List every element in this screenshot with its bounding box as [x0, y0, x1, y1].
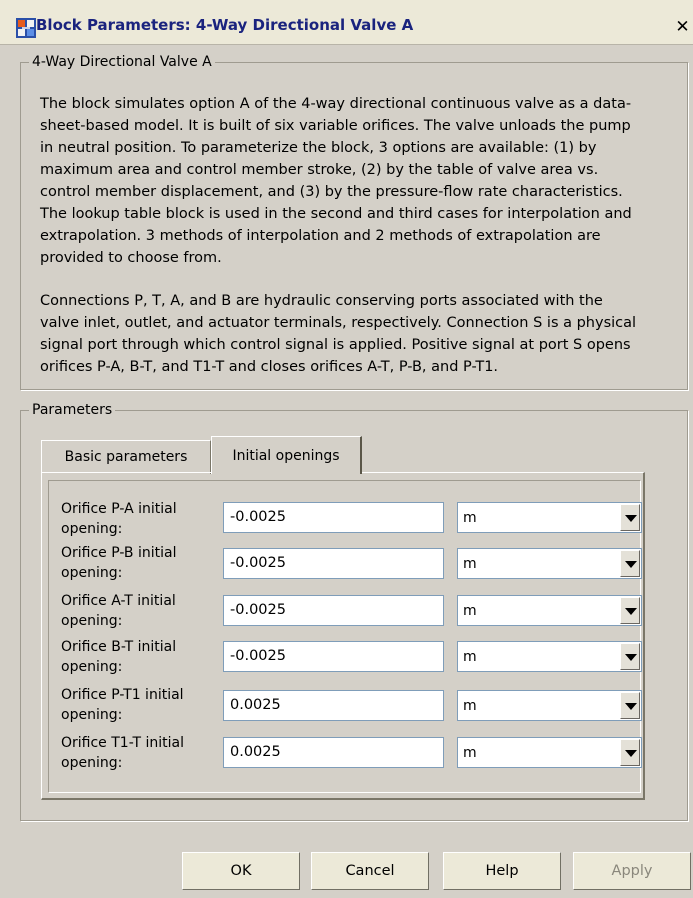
dropdown-arrow-icon[interactable] — [620, 597, 640, 624]
description-line: Connections P, T, A, and B are hydraulic conserving ports associated with the — [40, 293, 603, 309]
param-label-line: opening: — [61, 659, 123, 675]
simulink-block-icon — [16, 18, 36, 38]
window-title: Block Parameters: 4-Way Directional Valve A — [36, 16, 414, 34]
description-line: valve inlet, outlet, and actuator terminals, respectively. Connection S is a physical — [40, 315, 637, 331]
orifice-bt-unit-select[interactable] — [457, 641, 642, 672]
description-line: extrapolation. 3 methods of interpolation and 2 methods of extrapolation are — [40, 228, 601, 244]
unit-value: m — [463, 745, 477, 761]
orifice-bt-opening-input[interactable]: -0.0025 — [223, 641, 444, 672]
tab-basic-parameters[interactable]: Basic parameters — [41, 440, 211, 474]
param-label-line: opening: — [61, 755, 123, 771]
param-label-line: Orifice B-T initial — [61, 639, 177, 655]
param-label-t1t — [61, 733, 211, 773]
orifice-pt1-opening-input[interactable]: 0.0025 — [223, 690, 444, 721]
dropdown-arrow-icon[interactable] — [620, 504, 640, 531]
dropdown-arrow-icon[interactable] — [620, 550, 640, 577]
param-label-line: opening: — [61, 521, 123, 537]
orifice-pa-unit-select[interactable] — [457, 502, 642, 533]
description-line: sheet-based model. It is built of six variable orifices. The valve unloads the pump — [40, 118, 631, 134]
close-icon[interactable]: ✕ — [672, 17, 693, 38]
description-line: signal port through which control signal is applied. Positive signal at port S opens — [40, 337, 631, 353]
param-label-at — [61, 591, 211, 631]
orifice-pb-opening-input[interactable]: -0.0025 — [223, 548, 444, 579]
unit-value: m — [463, 649, 477, 665]
param-label-line: Orifice T1-T initial — [61, 735, 184, 751]
param-label-line: Orifice P-B initial — [61, 545, 177, 561]
param-label-pa — [61, 499, 211, 539]
dropdown-arrow-icon[interactable] — [620, 643, 640, 670]
orifice-pt1-unit-select[interactable] — [457, 690, 642, 721]
dropdown-arrow-icon[interactable] — [620, 692, 640, 719]
unit-value: m — [463, 603, 477, 619]
param-label-line: Orifice P-T1 initial — [61, 687, 184, 703]
orifice-at-unit-select[interactable] — [457, 595, 642, 626]
param-label-bt — [61, 637, 211, 677]
description-line: The lookup table block is used in the second and third cases for interpolation and — [40, 206, 632, 222]
param-label-line: Orifice P-A initial — [61, 501, 177, 517]
description-group-title: 4-Way Directional Valve A — [29, 53, 215, 71]
orifice-t1t-opening-input[interactable]: 0.0025 — [223, 737, 444, 768]
param-label-line: opening: — [61, 707, 123, 723]
param-label-pt1 — [61, 685, 211, 725]
description-line: provided to choose from. — [40, 250, 222, 266]
orifice-t1t-unit-select[interactable] — [457, 737, 642, 768]
apply-button[interactable]: Apply — [573, 852, 691, 890]
param-label-line: opening: — [61, 565, 123, 581]
description-paragraph-1 — [40, 93, 685, 269]
description-line: The block simulates option A of the 4-way directional continuous valve as a data- — [40, 96, 632, 112]
cancel-button[interactable]: Cancel — [311, 852, 429, 890]
orifice-pb-unit-select[interactable] — [457, 548, 642, 579]
unit-value: m — [463, 510, 477, 526]
tab-initial-openings[interactable]: Initial openings — [211, 436, 362, 474]
param-label-line: Orifice A-T initial — [61, 593, 176, 609]
parameters-group-title: Parameters — [29, 401, 115, 419]
description-line: maximum area and control member stroke, (2) by the table of valve area vs. — [40, 162, 599, 178]
ok-button[interactable]: OK — [182, 852, 300, 890]
unit-value: m — [463, 556, 477, 572]
description-paragraph-2 — [40, 290, 685, 378]
unit-value: m — [463, 698, 477, 714]
dropdown-arrow-icon[interactable] — [620, 739, 640, 766]
description-line: in neutral position. To parameterize the block, 3 options are available: (1) by — [40, 140, 597, 156]
orifice-pa-opening-input[interactable]: -0.0025 — [223, 502, 444, 533]
param-label-line: opening: — [61, 613, 123, 629]
param-label-pb — [61, 543, 211, 583]
description-line: orifices P-A, B-T, and T1-T and closes orifices A-T, P-B, and P-T1. — [40, 359, 499, 375]
title-bar — [0, 0, 693, 45]
description-line: control member displacement, and (3) by the pressure-flow rate characteristics. — [40, 184, 623, 200]
orifice-at-opening-input[interactable]: -0.0025 — [223, 595, 444, 626]
help-button[interactable]: Help — [443, 852, 561, 890]
